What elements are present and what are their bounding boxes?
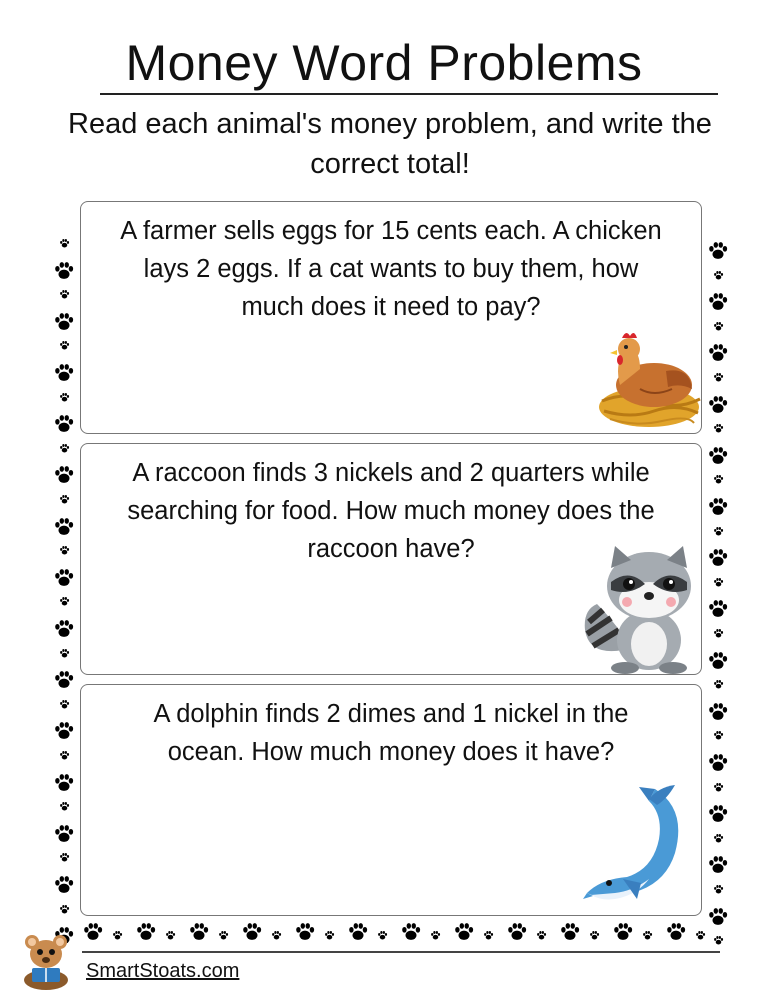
paw-print-icon [713, 317, 724, 336]
paw-print-icon [53, 413, 75, 439]
paw-print-icon [59, 439, 70, 458]
paw-print-icon [713, 419, 724, 438]
paw-print-icon [707, 701, 729, 727]
paw-print-icon [707, 598, 729, 624]
paw-print-icon [713, 829, 724, 848]
problem-text: A dolphin finds 2 dimes and 1 nickel in the ocean. How much money does it have? [153, 700, 629, 766]
paw-print-icon [53, 874, 75, 900]
paw-print-icon [271, 926, 282, 945]
paw-print-icon [707, 547, 729, 573]
paw-print-icon [713, 726, 724, 745]
raccoon-icon [581, 538, 697, 680]
paw-print-icon [59, 695, 70, 714]
paw-print-icon [377, 926, 388, 945]
paw-print-icon [612, 921, 634, 947]
paw-print-icon [53, 720, 75, 746]
paw-print-icon [59, 592, 70, 611]
paw-print-icon [713, 675, 724, 694]
paw-print-icon [135, 921, 157, 947]
paw-print-icon [536, 926, 547, 945]
paw-print-icon [707, 906, 729, 932]
paw-print-icon [59, 848, 70, 867]
paw-print-icon [559, 921, 581, 947]
paw-print-icon [59, 644, 70, 663]
paw-print-icon [165, 926, 176, 945]
paw-print-icon [59, 797, 70, 816]
stoat-reading-icon [14, 930, 78, 996]
paw-print-icon [707, 752, 729, 778]
paw-print-icon [59, 234, 70, 253]
paw-print-icon [400, 921, 422, 947]
paw-print-icon [707, 445, 729, 471]
paw-print-icon [53, 311, 75, 337]
paw-print-icon [707, 394, 729, 420]
paw-print-icon [707, 650, 729, 676]
paw-print-icon [707, 240, 729, 266]
paw-print-icon [53, 823, 75, 849]
paw-print-icon [59, 388, 70, 407]
hen-on-nest-icon [596, 327, 706, 439]
paw-print-icon [707, 803, 729, 829]
paw-print-icon [713, 880, 724, 899]
paw-print-icon [707, 854, 729, 880]
paw-print-icon [59, 541, 70, 560]
paw-print-icon [713, 931, 724, 950]
worksheet-instructions: Read each animal's money problem, and write the correct total! [68, 108, 712, 180]
problem-text: A farmer sells eggs for 15 cents each. A chicken lays 2 eggs. If a cat wants to buy them, how much does it need to pay? [120, 217, 662, 321]
paw-print-icon [707, 496, 729, 522]
paw-print-icon [53, 772, 75, 798]
paw-print-icon [241, 921, 263, 947]
paw-print-icon [53, 567, 75, 593]
paw-print-icon [713, 522, 724, 541]
worksheet-title: Money Word Problems [125, 35, 643, 91]
paw-print-icon [707, 291, 729, 317]
paw-print-icon [59, 900, 70, 919]
problem-card-3 [80, 684, 702, 916]
paw-print-icon [453, 921, 475, 947]
paw-print-icon [713, 624, 724, 643]
footer-divider [82, 951, 720, 953]
site-link[interactable]: SmartStoats.com [86, 960, 240, 982]
paw-print-icon [642, 926, 653, 945]
paw-print-icon [430, 926, 441, 945]
paw-print-icon [347, 921, 369, 947]
paw-print-icon [112, 926, 123, 945]
paw-print-icon [59, 746, 70, 765]
paw-print-icon [713, 470, 724, 489]
paw-print-icon [53, 516, 75, 542]
paw-print-icon [506, 921, 528, 947]
paw-print-icon [589, 926, 600, 945]
paw-print-icon [53, 260, 75, 286]
problem-text: A raccoon finds 3 nickels and 2 quarters while searching for food. How much money does the raccoon have? [127, 459, 655, 563]
paw-print-icon [294, 921, 316, 947]
paw-print-icon [665, 921, 687, 947]
paw-print-icon [59, 490, 70, 509]
paw-print-icon [713, 573, 724, 592]
paw-print-icon [59, 285, 70, 304]
paw-print-icon [218, 926, 229, 945]
paw-print-icon [324, 926, 335, 945]
paw-print-icon [53, 669, 75, 695]
dolphin-icon [583, 783, 695, 917]
paw-print-icon [713, 266, 724, 285]
paw-print-icon [695, 926, 706, 945]
paw-print-icon [82, 921, 104, 947]
paw-print-icon [53, 362, 75, 388]
paw-print-icon [483, 926, 494, 945]
paw-print-icon [59, 336, 70, 355]
paw-print-icon [707, 342, 729, 368]
problem-card-2 [80, 443, 702, 675]
paw-print-icon [713, 368, 724, 387]
title-underline [100, 93, 718, 95]
paw-print-icon [713, 778, 724, 797]
paw-print-icon [53, 618, 75, 644]
paw-print-icon [188, 921, 210, 947]
problem-card-1 [80, 201, 702, 434]
paw-print-icon [53, 464, 75, 490]
